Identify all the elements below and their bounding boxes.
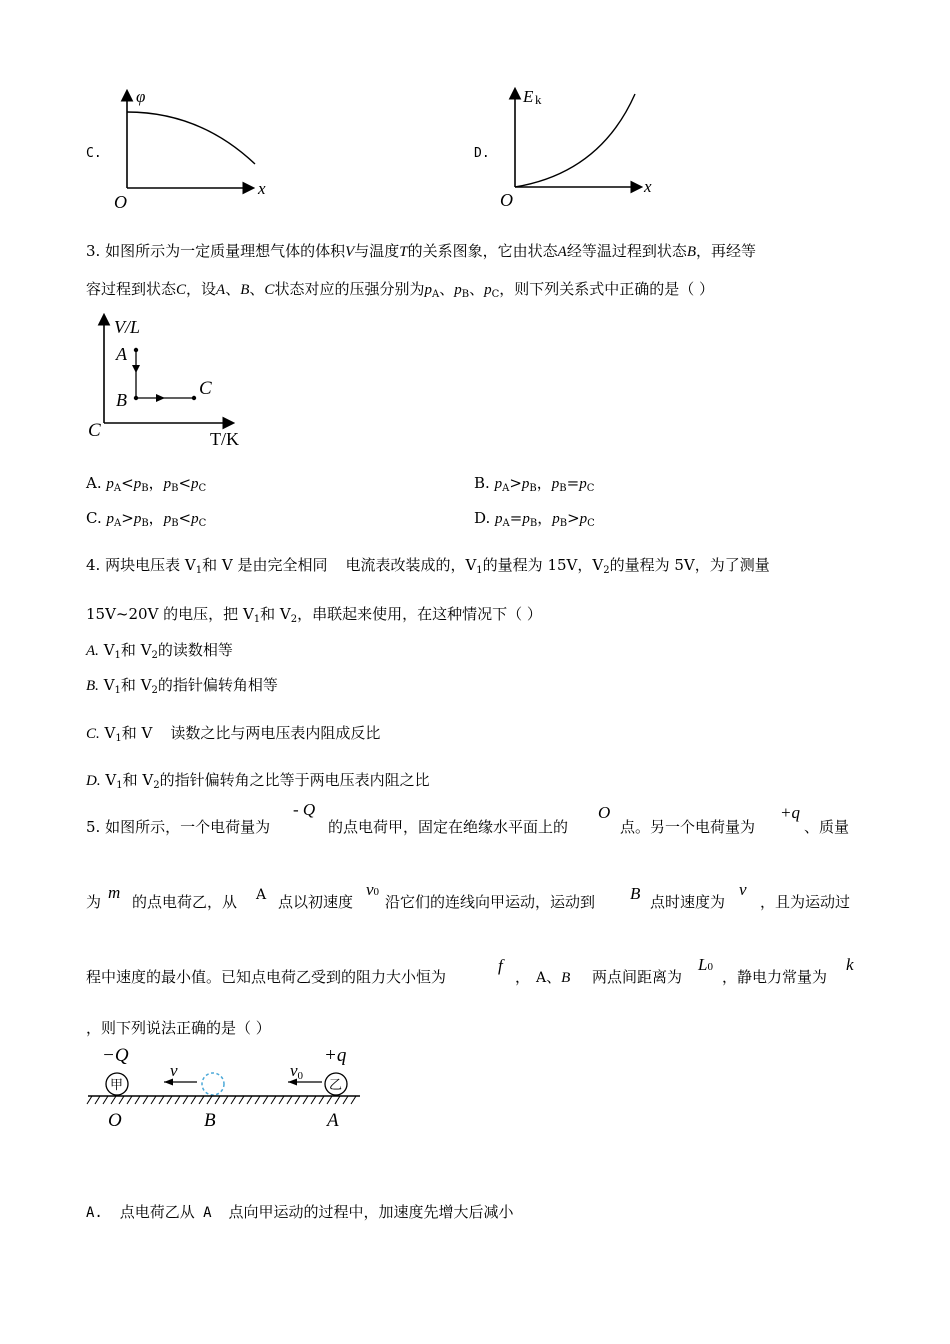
q5-stem-line3-e: ，静电力常量为 bbox=[722, 968, 828, 986]
label-c: C bbox=[199, 378, 212, 399]
v0-label: v0 bbox=[290, 1061, 304, 1082]
x-axis-label: x bbox=[258, 179, 266, 198]
q5-stem-line3-d: 两点间距离为 bbox=[592, 968, 683, 986]
math-v0: v0 bbox=[366, 880, 380, 899]
q4-option-a[interactable]: A. $V_1$和 $V_2$的读数相等 bbox=[86, 641, 233, 661]
v-label: v bbox=[170, 1061, 178, 1080]
label-a: A bbox=[327, 1110, 339, 1131]
math-o: O bbox=[598, 803, 611, 822]
label-b: B bbox=[204, 1110, 216, 1131]
question-number: 4. bbox=[86, 556, 101, 574]
arrow-right bbox=[156, 394, 165, 402]
graph-ek-vs-x bbox=[490, 78, 670, 212]
math-pos-q: +q bbox=[780, 803, 800, 822]
y-axis-label: E bbox=[523, 87, 534, 106]
charges-figure bbox=[84, 1040, 374, 1135]
charge-left-label: −Q bbox=[102, 1045, 129, 1066]
option-c-label: C. bbox=[86, 146, 102, 161]
q3-option-d[interactable]: D. $p_A=p_B$，$p_B>p_C$ bbox=[474, 509, 595, 529]
origin-label: C bbox=[88, 420, 101, 441]
ek-curve bbox=[515, 94, 635, 187]
q5-stem-line1-b: 的点电荷甲，固定在绝缘水平面上的 bbox=[328, 818, 569, 836]
charge-right-label: +q bbox=[324, 1045, 347, 1066]
x-axis-label: x bbox=[644, 177, 652, 196]
graph-phi-vs-x bbox=[100, 82, 290, 212]
q5-stem-line2-c: 点以初速度 bbox=[278, 893, 354, 911]
q5-stem-line2-f: ，且为运动过 bbox=[760, 893, 851, 911]
q5-stem-line2-b: 的点电荷乙，从 bbox=[132, 893, 238, 911]
question-number: 5. bbox=[86, 818, 101, 836]
option-d-label: D. bbox=[474, 146, 490, 161]
q5-option-a[interactable]: A. 点电荷乙从 A 点向甲运动的过程中，加速度先增大后减小 bbox=[86, 1203, 514, 1221]
q4-stem-line2: 15V~20V 的电压，把 $V_1$和 $V_2$，串联起来使用，在这种情况下（ ） bbox=[86, 605, 542, 625]
q5-stem-line1-d: 、质量 bbox=[804, 818, 850, 836]
q5-stem-line2-e: 点时速度为 bbox=[650, 893, 726, 911]
q5-stem-line4: ，则下列说法正确的是（ ） bbox=[86, 1019, 271, 1037]
q5-stem-line1-c: 点。另一个电荷量为 bbox=[620, 818, 756, 836]
q5-stem-line3-ab: A、B bbox=[536, 968, 571, 986]
q3-stem-line1: 3. 如图所示为一定质量理想气体的体积V与温度T的关系图象，它由状态A经等温过程到状态B，再经等 bbox=[86, 242, 757, 260]
ball-ghost-at-b bbox=[202, 1073, 224, 1095]
ball-yi-label: 乙 bbox=[329, 1077, 343, 1092]
math-l0: L0 bbox=[698, 955, 713, 974]
q5-stem-line3-b: ， bbox=[515, 968, 531, 986]
label-a: A bbox=[116, 344, 127, 364]
q4-option-c[interactable]: C. $V_1$和 V 读数之比与两电压表内阻成反比 bbox=[86, 724, 381, 744]
q3-option-a[interactable]: A. $p_A<p_B$，$p_B<p_C$ bbox=[86, 474, 207, 494]
q5-stem-line1-a: 5. 如图所示，一个电荷量为 bbox=[86, 818, 271, 836]
arrow-down bbox=[132, 365, 140, 373]
math-v: v bbox=[739, 880, 747, 899]
q3-stem-line2: 容过程到状态C，设A、B、C状态对应的压强分别为$p_A$、$p_B$、$p_C$，则下列关系式中正确的是（ ） bbox=[86, 280, 715, 300]
math-m: m bbox=[108, 883, 121, 902]
q4-option-d[interactable]: D. $V_1$和 $V_2$的指针偏转角之比等于两电压表内阻之比 bbox=[86, 771, 430, 791]
label-o: O bbox=[108, 1110, 122, 1131]
q4-stem-line1: 4. 两块电压表 $V_1$和 V 是由完全相同 电流表改装成的，$V_1$的量程为 15V，$V_2$的量程为 5V，为了测量 bbox=[86, 556, 770, 576]
math-b: B bbox=[630, 884, 641, 903]
math-neg-q: - Q bbox=[293, 800, 316, 819]
math-k: k bbox=[846, 955, 854, 974]
phi-curve bbox=[127, 112, 255, 164]
math-f: f bbox=[498, 956, 503, 975]
q5-stem-line2-a: 为 bbox=[86, 893, 102, 911]
math-a: A bbox=[256, 887, 267, 903]
q5-stem-line3-a: 程中速度的最小值。已知点电荷乙受到的阻力大小恒为 bbox=[86, 968, 447, 986]
y-axis-sub: k bbox=[535, 92, 542, 107]
q3-option-c[interactable]: C. $p_A>p_B$，$p_B<p_C$ bbox=[86, 509, 207, 529]
v-t-graph bbox=[84, 310, 264, 450]
q4-option-b[interactable]: B. $V_1$和 $V_2$的指针偏转角相等 bbox=[86, 676, 278, 696]
x-axis-label: T/K bbox=[210, 429, 239, 449]
q3-option-b[interactable]: B. $p_A>p_B$，$p_B=p_C$ bbox=[474, 474, 595, 494]
ball-jia-label: 甲 bbox=[110, 1077, 124, 1092]
origin-label: O bbox=[114, 192, 127, 212]
y-axis-label: φ bbox=[136, 87, 146, 106]
q5-stem-line2-d: 沿它们的连线向甲运动，运动到 bbox=[385, 893, 596, 911]
origin-label: O bbox=[500, 190, 513, 210]
question-number: 3. bbox=[86, 242, 101, 260]
ground-hatching bbox=[87, 1096, 356, 1104]
label-b: B bbox=[116, 390, 127, 410]
y-axis-label: V/L bbox=[114, 317, 141, 337]
